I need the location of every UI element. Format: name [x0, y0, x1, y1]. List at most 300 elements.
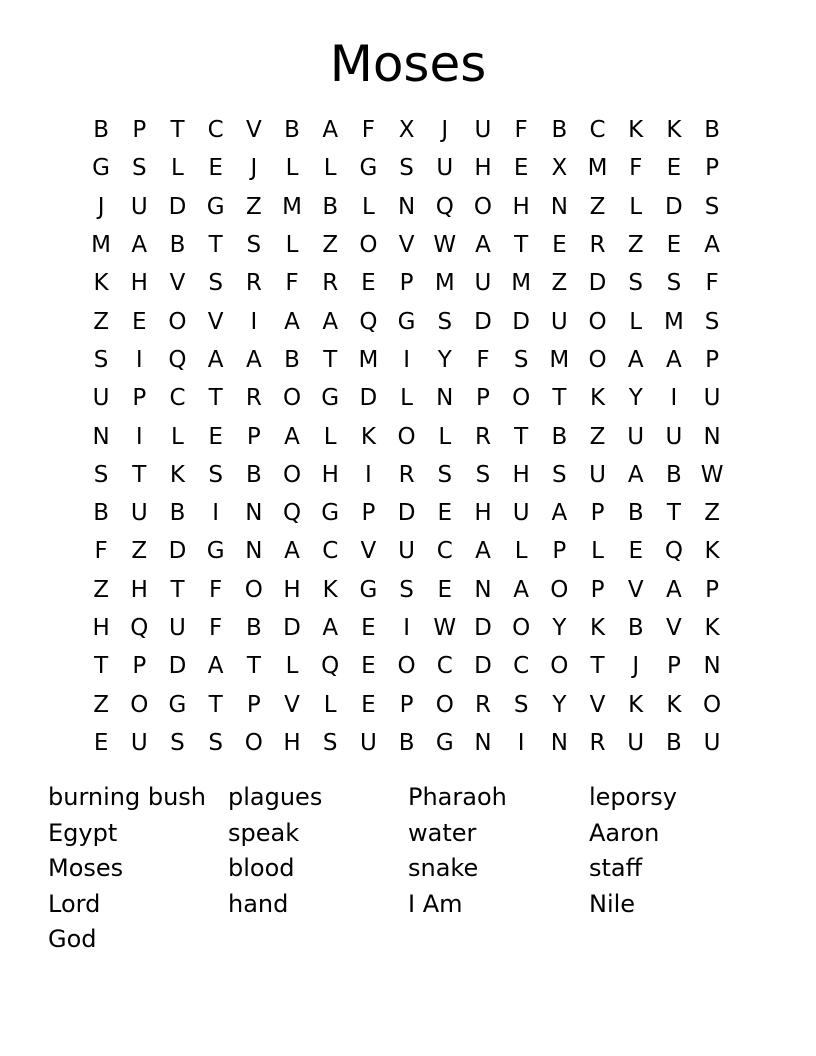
grid-letter: C: [436, 653, 453, 680]
grid-letter: C: [169, 385, 186, 412]
grid-letter: S: [399, 155, 414, 182]
grid-letter: K: [666, 117, 682, 144]
grid-letter: P: [132, 117, 147, 144]
grid-letter: N: [703, 653, 721, 680]
grid-letter: O: [550, 576, 569, 603]
word-bank-item: leporsy: [589, 783, 677, 811]
grid-letter: K: [589, 615, 606, 641]
grid-letter: N: [92, 423, 110, 450]
grid-letter: B: [245, 461, 262, 488]
grid-letter: P: [476, 385, 490, 412]
grid-letter: Z: [93, 308, 109, 335]
grid-letter: K: [704, 538, 720, 565]
grid-letter: Z: [131, 538, 148, 565]
grid-row: [82, 302, 732, 340]
grid-letter: I: [135, 423, 143, 450]
grid-letter: F: [209, 615, 223, 641]
grid-letter: P: [246, 423, 261, 450]
grid-letter: U: [550, 308, 568, 335]
grid-letter: D: [588, 270, 607, 297]
grid-letter: B: [169, 500, 186, 527]
grid-letter: E: [132, 308, 147, 335]
grid-letter: R: [245, 385, 262, 412]
grid-letter: S: [208, 270, 223, 297]
grid-row: [82, 571, 732, 609]
grid-letter: G: [206, 538, 225, 565]
grid-letter: N: [550, 729, 568, 756]
grid-letter: E: [666, 155, 682, 182]
grid-letter: S: [93, 346, 109, 373]
grid-letter: Q: [321, 653, 340, 680]
grid-letter: P: [705, 155, 720, 182]
grid-letter: P: [705, 576, 720, 603]
grid-letter: P: [590, 500, 605, 527]
grid-letter: M: [282, 193, 302, 220]
grid-letter: L: [629, 308, 643, 335]
page-title: Moses: [329, 35, 487, 93]
grid-letter: U: [130, 500, 148, 527]
letter-grid: [82, 111, 732, 762]
grid-letter: U: [92, 385, 110, 412]
grid-letter: T: [514, 423, 529, 450]
grid-letter: E: [361, 615, 376, 641]
grid-letter: P: [399, 691, 414, 718]
grid-row: [82, 456, 732, 494]
grid-letter: H: [321, 461, 339, 488]
word-bank-item: snake: [408, 854, 479, 882]
grid-letter: A: [704, 232, 720, 259]
grid-letter: E: [208, 423, 223, 450]
grid-letter: L: [171, 155, 184, 182]
grid-letter: B: [398, 729, 415, 756]
grid-letter: O: [282, 385, 302, 412]
grid-letter: E: [666, 232, 682, 259]
grid-letter: Z: [551, 270, 568, 297]
word-bank-item: blood: [228, 854, 295, 882]
word-bank-item: Nile: [589, 889, 636, 918]
grid-letter: M: [358, 346, 379, 373]
grid-letter: L: [323, 155, 337, 182]
grid-letter: L: [514, 538, 528, 565]
grid-letter: Z: [589, 423, 606, 450]
grid-letter: K: [169, 461, 186, 488]
grid-letter: R: [589, 232, 606, 259]
grid-letter: S: [552, 461, 567, 488]
grid-letter: O: [512, 615, 531, 641]
grid-letter: L: [285, 155, 299, 182]
grid-row: [82, 532, 732, 570]
grid-letter: M: [587, 155, 608, 182]
grid-letter: U: [359, 729, 377, 756]
grid-letter: V: [245, 117, 262, 144]
grid-letter: P: [666, 653, 681, 680]
grid-letter: B: [704, 117, 720, 144]
grid-letter: U: [398, 538, 416, 565]
grid-letter: Z: [627, 232, 644, 259]
grid-letter: I: [365, 461, 372, 488]
grid-letter: A: [627, 346, 644, 373]
grid-letter: U: [703, 385, 721, 412]
grid-row: [82, 264, 732, 302]
grid-letter: Q: [168, 346, 187, 373]
grid-letter: A: [245, 346, 262, 373]
grid-letter: T: [590, 653, 605, 680]
grid-letter: K: [322, 576, 338, 603]
grid-letter: U: [436, 155, 454, 182]
grid-row: [82, 188, 732, 226]
grid-letter: B: [666, 461, 682, 488]
grid-letter: G: [168, 691, 187, 718]
word-bank-item: water: [408, 818, 477, 847]
grid-letter: N: [245, 500, 263, 527]
grid-letter: E: [93, 729, 109, 756]
grid-letter: O: [435, 691, 454, 718]
grid-letter: T: [94, 653, 109, 680]
grid-letter: U: [130, 193, 148, 220]
grid-letter: M: [663, 308, 684, 335]
grid-letter: T: [323, 346, 338, 373]
grid-letter: E: [437, 500, 453, 527]
grid-letter: F: [629, 155, 643, 182]
grid-letter: B: [551, 117, 568, 144]
grid-letter: D: [168, 653, 187, 680]
grid-letter: V: [169, 270, 186, 297]
grid-row: [82, 609, 732, 647]
grid-letter: E: [628, 538, 643, 565]
grid-letter: J: [250, 155, 258, 182]
grid-letter: Y: [628, 385, 643, 412]
grid-letter: A: [322, 117, 339, 144]
word-bank-item: hand: [228, 889, 289, 918]
word-bank-item: Aaron: [589, 818, 660, 847]
word-bank-item: staff: [589, 854, 643, 882]
grid-letter: G: [321, 385, 340, 412]
grid-letter: E: [361, 691, 376, 718]
grid-letter: B: [284, 346, 300, 373]
grid-letter: U: [169, 615, 186, 641]
grid-letter: V: [627, 576, 644, 603]
grid-letter: K: [360, 423, 376, 450]
grid-letter: C: [513, 653, 530, 680]
grid-letter: J: [97, 193, 105, 220]
grid-letter: Y: [552, 615, 567, 641]
grid-letter: L: [285, 653, 299, 680]
grid-row: [82, 379, 732, 417]
grid-letter: G: [359, 576, 378, 603]
grid-letter: O: [130, 691, 149, 718]
grid-letter: I: [670, 385, 678, 412]
grid-letter: I: [250, 308, 258, 335]
grid-letter: T: [552, 385, 567, 412]
grid-letter: E: [208, 155, 223, 182]
grid-letter: F: [514, 117, 528, 144]
grid-letter: P: [361, 500, 376, 527]
grid-letter: O: [397, 423, 416, 450]
grid-letter: T: [246, 653, 261, 680]
grid-letter: G: [321, 500, 340, 527]
grid-letter: Q: [664, 538, 683, 565]
grid-letter: T: [514, 232, 529, 259]
grid-row: [82, 111, 732, 149]
grid-letter: B: [551, 423, 568, 450]
grid-letter: C: [589, 117, 606, 144]
grid-letter: V: [360, 538, 377, 565]
grid-letter: X: [551, 155, 568, 182]
grid-letter: L: [438, 423, 452, 450]
grid-letter: U: [474, 270, 492, 297]
grid-letter: A: [284, 423, 300, 450]
grid-letter: N: [474, 729, 492, 756]
grid-letter: S: [322, 729, 338, 756]
grid-letter: P: [552, 538, 567, 565]
grid-letter: J: [441, 117, 449, 144]
grid-letter: F: [209, 576, 223, 603]
grid-letter: D: [168, 193, 187, 220]
grid-letter: G: [206, 193, 225, 220]
grid-letter: S: [246, 232, 262, 259]
grid-letter: E: [513, 155, 529, 182]
grid-letter: N: [436, 385, 454, 412]
grid-letter: H: [474, 500, 492, 527]
word-bank-item: Pharaoh: [408, 783, 507, 811]
grid-letter: Y: [437, 346, 452, 373]
grid-letter: O: [244, 576, 263, 603]
grid-letter: B: [322, 193, 339, 220]
grid-letter: B: [627, 500, 644, 527]
grid-letter: K: [704, 615, 720, 641]
grid-letter: K: [589, 385, 606, 412]
grid-letter: X: [398, 117, 415, 144]
grid-letter: H: [474, 155, 492, 182]
grid-letter: U: [703, 729, 721, 756]
grid-letter: V: [398, 232, 415, 259]
grid-letter: Z: [704, 500, 720, 527]
grid-letter: P: [246, 691, 261, 718]
grid-letter: B: [627, 615, 644, 641]
grid-letter: V: [666, 615, 682, 641]
grid-letter: T: [208, 691, 223, 718]
grid-letter: C: [207, 117, 224, 144]
grid-letter: K: [628, 117, 644, 144]
grid-letter: V: [207, 308, 224, 335]
grid-letter: E: [437, 576, 453, 603]
grid-row: [82, 494, 732, 532]
grid-letter: O: [512, 385, 531, 412]
grid-letter: R: [322, 270, 339, 297]
grid-letter: N: [245, 538, 263, 565]
grid-letter: H: [512, 193, 530, 220]
grid-letter: F: [705, 270, 719, 297]
grid-letter: H: [92, 615, 110, 641]
grid-letter: P: [705, 346, 720, 373]
grid-letter: B: [284, 117, 300, 144]
grid-letter: A: [207, 346, 224, 373]
grid-letter: H: [130, 270, 148, 297]
grid-letter: A: [627, 461, 644, 488]
grid-letter: D: [474, 615, 492, 641]
grid-letter: I: [212, 500, 220, 527]
grid-letter: A: [322, 308, 339, 335]
grid-letter: C: [436, 538, 453, 565]
grid-letter: E: [361, 270, 376, 297]
grid-letter: S: [208, 461, 223, 488]
grid-letter: L: [285, 232, 299, 259]
grid-letter: A: [666, 346, 682, 373]
grid-letter: W: [433, 232, 457, 259]
grid-letter: H: [512, 461, 530, 488]
word-bank-item: God: [48, 925, 97, 953]
grid-letter: P: [132, 653, 147, 680]
grid-letter: S: [131, 155, 147, 182]
grid-letter: M: [434, 270, 455, 297]
grid-letter: A: [551, 500, 568, 527]
grid-letter: S: [437, 461, 453, 488]
grid-letter: S: [93, 461, 109, 488]
grid-letter: G: [435, 729, 454, 756]
grid-letter: R: [589, 729, 606, 756]
grid-letter: A: [666, 576, 682, 603]
grid-row: [82, 149, 732, 187]
grid-letter: L: [629, 193, 643, 220]
grid-row: [82, 685, 732, 723]
grid-letter: S: [475, 461, 491, 488]
grid-letter: B: [666, 729, 682, 756]
grid-letter: G: [359, 155, 378, 182]
word-bank-item: Lord: [48, 889, 101, 918]
grid-letter: S: [208, 729, 223, 756]
grid-letter: O: [359, 232, 378, 259]
grid-letter: I: [403, 346, 410, 373]
grid-letter: M: [511, 270, 532, 297]
grid-row: [82, 417, 732, 455]
grid-letter: G: [397, 308, 416, 335]
grid-letter: W: [433, 615, 457, 641]
grid-letter: C: [322, 538, 339, 565]
grid-letter: S: [513, 346, 529, 373]
grid-letter: A: [207, 653, 224, 680]
grid-letter: S: [170, 729, 185, 756]
grid-letter: U: [130, 729, 148, 756]
grid-letter: Q: [282, 500, 302, 527]
grid-letter: U: [474, 117, 492, 144]
grid-letter: A: [131, 232, 148, 259]
grid-letter: O: [588, 308, 607, 335]
grid-letter: O: [168, 308, 187, 335]
word-bank-item: plagues: [228, 783, 323, 811]
grid-letter: N: [397, 193, 416, 220]
grid-letter: U: [665, 423, 683, 450]
grid-letter: D: [168, 538, 187, 565]
grid-letter: O: [244, 729, 263, 756]
grid-letter: M: [549, 346, 570, 373]
grid-letter: B: [169, 232, 186, 259]
grid-letter: D: [397, 500, 416, 527]
grid-letter: D: [283, 615, 301, 641]
grid-letter: U: [512, 500, 530, 527]
grid-letter: R: [474, 691, 491, 718]
grid-letter: F: [476, 346, 490, 373]
grid-letter: D: [665, 193, 683, 220]
grid-letter: D: [359, 385, 378, 412]
grid-letter: A: [284, 308, 300, 335]
grid-letter: D: [512, 308, 531, 335]
grid-letter: K: [93, 270, 109, 297]
grid-row: [82, 724, 732, 762]
grid-letter: G: [92, 155, 110, 182]
grid-letter: V: [589, 691, 606, 718]
grid-letter: A: [475, 232, 491, 259]
grid-letter: A: [475, 538, 491, 565]
grid-letter: P: [399, 270, 414, 297]
grid-letter: V: [284, 691, 300, 718]
grid-letter: A: [322, 615, 339, 641]
grid-letter: B: [245, 615, 262, 641]
grid-letter: I: [517, 729, 525, 756]
word-bank-item: speak: [228, 818, 300, 847]
grid-letter: S: [704, 308, 720, 335]
grid-letter: P: [590, 576, 605, 603]
grid-letter: E: [361, 653, 376, 680]
grid-letter: S: [704, 193, 720, 220]
grid-row: [82, 341, 732, 379]
grid-letter: H: [283, 729, 301, 756]
grid-letter: L: [400, 385, 413, 412]
grid-letter: O: [550, 653, 569, 680]
grid-letter: F: [361, 117, 376, 144]
grid-letter: N: [703, 423, 721, 450]
grid-letter: N: [474, 576, 492, 603]
grid-letter: F: [94, 538, 108, 565]
grid-letter: K: [628, 691, 644, 718]
grid-letter: B: [93, 500, 109, 527]
grid-letter: Y: [552, 691, 567, 718]
grid-letter: U: [627, 729, 645, 756]
grid-letter: F: [285, 270, 299, 297]
grid-letter: T: [170, 117, 185, 144]
grid-letter: I: [135, 346, 143, 373]
grid-letter: Z: [589, 193, 606, 220]
grid-letter: O: [397, 653, 416, 680]
grid-row: [82, 647, 732, 685]
grid-letter: H: [130, 576, 148, 603]
grid-letter: L: [323, 423, 337, 450]
grid-letter: B: [93, 117, 109, 144]
grid-letter: R: [398, 461, 415, 488]
grid-letter: O: [473, 193, 493, 220]
grid-letter: Q: [435, 193, 454, 220]
grid-letter: U: [627, 423, 645, 450]
grid-letter: L: [171, 423, 184, 450]
word-bank-item: burning bush: [48, 783, 207, 811]
word-bank-item: Moses: [48, 854, 124, 882]
grid-letter: S: [399, 576, 414, 603]
grid-letter: M: [91, 232, 112, 259]
grid-letter: T: [170, 576, 185, 603]
grid-letter: Z: [93, 691, 109, 718]
grid-row: [82, 226, 732, 264]
grid-letter: W: [700, 461, 724, 488]
grid-letter: R: [245, 270, 262, 297]
grid-letter: T: [208, 232, 223, 259]
grid-letter: Q: [130, 615, 149, 641]
grid-letter: A: [284, 538, 300, 565]
grid-letter: H: [283, 576, 301, 603]
grid-letter: N: [550, 193, 568, 220]
grid-letter: Z: [93, 576, 109, 603]
grid-letter: P: [132, 385, 147, 412]
word-bank: [48, 780, 768, 958]
grid-letter: S: [513, 691, 529, 718]
